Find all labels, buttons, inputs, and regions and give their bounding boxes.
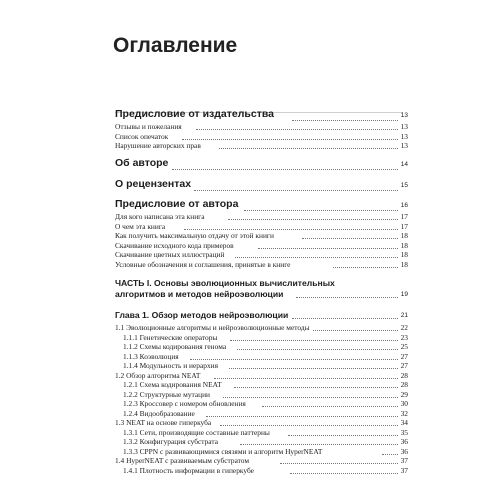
toc-leader — [184, 229, 398, 230]
toc-leader — [172, 169, 398, 170]
toc-leader — [234, 387, 398, 388]
toc-entry-page: 13 — [400, 141, 408, 150]
toc-entry-title: Как получить максимальную отдачу от этой книги — [115, 231, 274, 240]
toc-entry-page: 30 — [400, 399, 408, 408]
toc-entry-title: 1.3.3 CPPN с развивающимися связями и алгоритм HyperNEAT — [123, 446, 323, 456]
toc-leader — [206, 416, 398, 417]
toc-entry-page: 17 — [400, 221, 408, 231]
toc-entry-title: 1.4.1 Плотность информации в гиперкубе — [123, 465, 254, 475]
toc-entry-page: 28 — [400, 380, 408, 389]
toc-leader — [296, 297, 398, 298]
toc-entry-title: Предисловие от автора — [115, 198, 239, 210]
toc-leader — [262, 406, 398, 407]
toc-entry-title: 1.4 HyperNEAT с развиваемым субстратом — [115, 456, 250, 465]
toc-entry-title: О чем эта книга — [115, 221, 166, 231]
toc-leader — [240, 444, 398, 445]
page-title: Оглавление — [113, 34, 238, 57]
toc-entry-page: 13 — [400, 122, 408, 131]
toc-entry-page: 18 — [400, 250, 408, 259]
toc-entry-page: 22 — [400, 323, 408, 332]
toc-entry-page: 16 — [400, 202, 408, 209]
toc-leader — [302, 238, 398, 239]
toc-entry-title: 1.1.3 Коэволюция — [123, 351, 179, 361]
toc-entry-title: 1.2 Обзор алгоритма NEAT — [115, 370, 201, 380]
toc-leader — [288, 435, 398, 436]
toc-entry-title: ЧАСТЬ I. Основы эволюционных вычислительных — [115, 278, 335, 288]
toc-leader — [223, 397, 398, 398]
toc-leader — [292, 318, 398, 319]
toc-entry-page: 37 — [400, 465, 408, 475]
toc-entry-title: Скачивание исходного кода примеров — [115, 240, 234, 250]
toc-entry-page: 28 — [400, 370, 408, 380]
toc-entry-page: 37 — [400, 456, 408, 465]
toc-leader — [237, 349, 398, 350]
toc-leader — [292, 120, 398, 121]
toc-entry-page: 18 — [400, 231, 408, 240]
toc-entry-title: Для кого написана эта книга — [115, 212, 205, 221]
toc-entry-page: 36 — [400, 446, 408, 456]
toc-entry-page: 23 — [400, 332, 408, 342]
toc-entry-title: Условные обозначения и соглашения, принятые в книге — [115, 259, 291, 269]
toc-entry-title: 1.2.4 Видообразование — [123, 408, 195, 418]
toc-entry-title: Скачивание цветных иллюстраций — [115, 250, 225, 259]
toc-entry-title: 1.1.4 Модульность и иерархия — [123, 361, 219, 370]
toc-entry-title-line2: алгоритмов и методов нейроэволюции — [115, 289, 284, 299]
toc-entry-page: 25 — [400, 342, 408, 351]
toc-entry-page: 14 — [400, 161, 408, 168]
toc-entry-title: 1.3.1 Сети, производящие составные паттерны — [123, 427, 270, 437]
toc-entry-title: Предисловие от издательства — [115, 108, 275, 120]
toc-entry-title: 1.2.1 Схема кодирования NEAT — [123, 380, 222, 389]
toc-entry-page: 15 — [400, 182, 408, 189]
toc-entry-title: 1.2.2 Структурные мутации — [123, 389, 210, 399]
toc-entry-page: 13 — [400, 131, 408, 141]
toc-entry-page: 18 — [400, 240, 408, 250]
toc-leader — [258, 248, 398, 249]
toc-leader — [182, 139, 398, 140]
toc-entry-page: 32 — [400, 408, 408, 418]
toc-entry-page: 17 — [400, 212, 408, 221]
toc-leader — [229, 368, 398, 369]
toc-leader — [190, 359, 398, 360]
toc-entry-page: 19 — [400, 291, 408, 298]
toc-leader — [280, 463, 398, 464]
toc-entry-title: 1.2.3 Кроссовер с номером обновления — [123, 399, 246, 408]
toc-leader — [333, 267, 398, 268]
toc-leader — [290, 473, 398, 474]
toc-leader — [219, 148, 398, 149]
toc-entry-page: 29 — [400, 389, 408, 399]
toc-entry-title: Отзывы и пожелания — [115, 122, 182, 131]
toc-entry-page: 21 — [400, 312, 408, 319]
toc-leader — [313, 330, 398, 331]
toc-leader — [194, 190, 398, 191]
toc-entry-page: 18 — [400, 259, 408, 269]
toc-leader — [228, 219, 398, 220]
toc-entry-title: 1.1.2 Схемы кодирования генома — [123, 342, 227, 351]
toc-entry-title: О рецензентах — [115, 178, 192, 190]
toc-entry-title: 1.3.2 Конфигурация субстрата — [123, 437, 218, 446]
toc-entry-page: 13 — [400, 112, 408, 119]
toc-entry-title: 1.1.1 Генетические операторы — [123, 332, 218, 342]
toc-entry-title: 1.3 NEAT на основе гиперкуба — [115, 418, 212, 427]
toc-entry-page: 27 — [400, 351, 408, 361]
toc-entry-title: 1.1 Эволюционные алгоритмы и нейроэволюционные методы — [115, 323, 310, 332]
toc-entry-title: Глава 1. Обзор методов нейроэволюции — [115, 310, 289, 320]
toc-leader — [230, 340, 398, 341]
toc-leader — [196, 129, 398, 130]
toc-leader — [244, 210, 398, 211]
toc-entry-page: 35 — [400, 427, 408, 437]
toc-entry-title: Об авторе — [115, 157, 169, 169]
toc-entry-title: Список опечаток — [115, 131, 169, 141]
toc-leader — [220, 425, 398, 426]
toc-leader — [214, 378, 398, 379]
toc-entry-page: 36 — [400, 437, 408, 446]
toc-entry-title: Нарушение авторских прав — [115, 141, 201, 150]
toc-entry-page: 27 — [400, 361, 408, 370]
toc-entry-page: 34 — [400, 418, 408, 427]
toc-leader — [235, 257, 398, 258]
